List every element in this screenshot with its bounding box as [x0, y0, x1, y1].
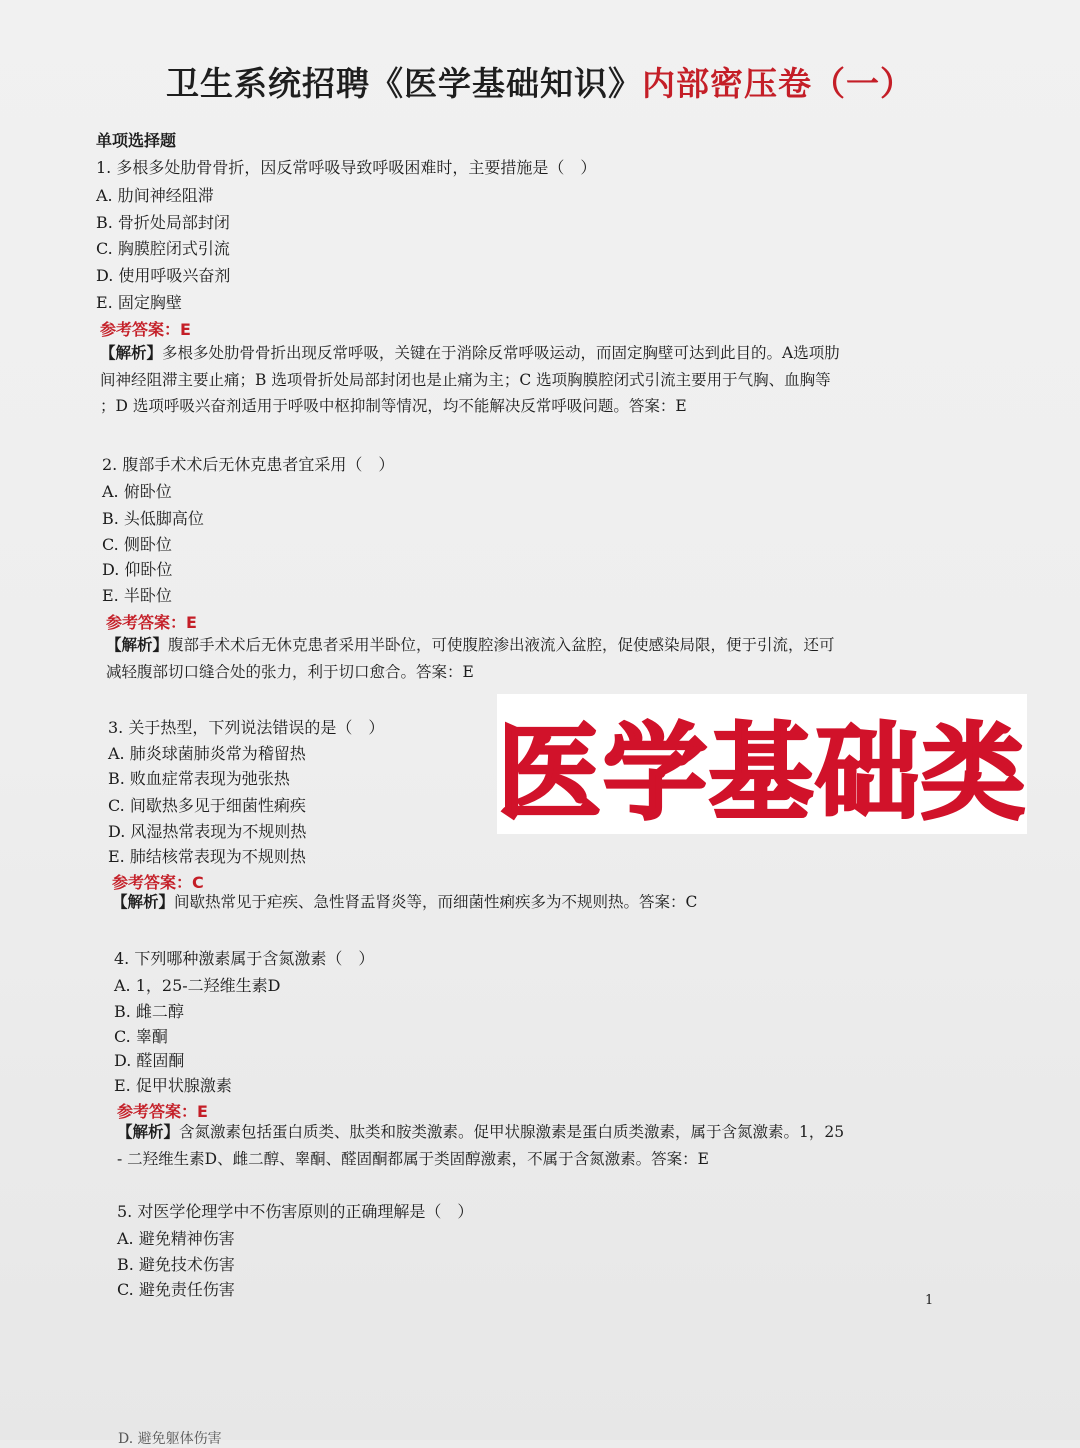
explanation-line: 间歇热常见于疟疾、急性肾盂肾炎等，而细菌性痢疾多为不规则热。答案：C	[174, 893, 698, 911]
overlay-text: 医学基础类	[497, 712, 1028, 834]
overlay-banner	[497, 694, 1027, 834]
title-highlight: 内部密压卷（一）	[642, 64, 914, 103]
question-text: 3. 关于热型，下列说法错误的是（ ）	[108, 718, 385, 737]
explanation-label: 【解析】	[117, 1122, 180, 1141]
option: A. 肋间神经阻滞	[96, 186, 214, 205]
option: C. 避免责任伤害	[117, 1280, 235, 1299]
explanation-line: 含氮激素包括蛋白质类、肽类和胺类激素。促甲状腺激素是蛋白质类激素，属于含氮激素。1，25	[179, 1123, 845, 1141]
option: D. 风湿热常表现为不规则热	[108, 822, 307, 841]
explanation-line: ；D 选项呼吸兴奋剂适用于呼吸中枢抑制等情况，均不能解决反常呼吸问题。答案：E	[100, 397, 687, 415]
explanation-label: 【解析】	[106, 635, 169, 654]
option: B. 败血症常表现为弛张热	[108, 769, 290, 788]
option: C. 侧卧位	[102, 535, 172, 554]
explanation	[106, 632, 956, 685]
explanation	[112, 889, 962, 916]
option: A. 肺炎球菌肺炎常为稽留热	[108, 744, 306, 763]
page-number: 1	[925, 1293, 934, 1308]
section-label: 单项选择题	[96, 131, 177, 150]
option: B. 雌二醇	[114, 1002, 184, 1021]
answer-label: 参考答案：E	[106, 613, 197, 632]
answer-label: 参考答案：E	[117, 1102, 208, 1121]
option: E. 半卧位	[102, 586, 172, 605]
explanation-line: 多根多处肋骨骨折出现反常呼吸，关键在于消除反常呼吸运动，而固定胸壁可达到此目的。A选项肋	[162, 344, 840, 362]
explanation-line: 间神经阻滞主要止痛；B 选项骨折处局部封闭也是止痛为主；C 选项胸膜腔闭式引流主要用于气胸、血胸等	[100, 370, 831, 389]
explanation-line: - 二羟维生素D、雌二醇、睾酮、醛固酮都属于类固醇激素，不属于含氮激素。答案：E	[117, 1149, 709, 1168]
option: E. 固定胸壁	[96, 293, 182, 312]
option: C. 睾酮	[114, 1027, 168, 1046]
answer-label: 参考答案：E	[100, 320, 191, 339]
option: D. 使用呼吸兴奋剂	[96, 266, 231, 285]
explanation	[117, 1119, 967, 1172]
answer-label: 参考答案：C	[112, 873, 204, 892]
option: E. 肺结核常表现为不规则热	[108, 847, 306, 866]
explanation-label: 【解析】	[112, 892, 175, 911]
page-title	[0, 58, 1080, 105]
question-text: 5. 对医学伦理学中不伤害原则的正确理解是（ ）	[117, 1202, 474, 1221]
option: A. 1，25-二羟维生素D	[114, 976, 281, 995]
option: C. 间歇热多见于细菌性痢疾	[108, 796, 306, 815]
option: D. 醛固酮	[114, 1051, 185, 1070]
title-main: 卫生系统招聘《医学基础知识》	[166, 64, 642, 103]
option: B. 头低脚高位	[102, 509, 204, 528]
question-text: 4. 下列哪种激素属于含氮激素（ ）	[114, 949, 375, 968]
cut-off-line: D. 避免躯体伤害	[118, 1431, 222, 1447]
option: B. 避免技术伤害	[117, 1255, 235, 1274]
question-text: 1. 多根多处肋骨骨折，因反常呼吸导致呼吸困难时，主要措施是（ ）	[96, 158, 597, 177]
explanation	[100, 340, 950, 420]
option: E. 促甲状腺激素	[114, 1076, 232, 1095]
explanation-line: 腹部手术术后无休克患者采用半卧位，可使腹腔渗出液流入盆腔，促使感染局限，便于引流，还可	[168, 636, 835, 654]
option: A. 避免精神伤害	[117, 1229, 235, 1248]
explanation-label: 【解析】	[100, 343, 163, 362]
option: D. 仰卧位	[102, 560, 173, 579]
option: C. 胸膜腔闭式引流	[96, 239, 230, 258]
option: A. 俯卧位	[102, 482, 172, 501]
explanation-line: 减轻腹部切口缝合处的张力，利于切口愈合。答案：E	[106, 662, 474, 681]
option: B. 骨折处局部封闭	[96, 213, 230, 232]
question-text: 2. 腹部手术术后无休克患者宜采用（ ）	[102, 455, 395, 474]
